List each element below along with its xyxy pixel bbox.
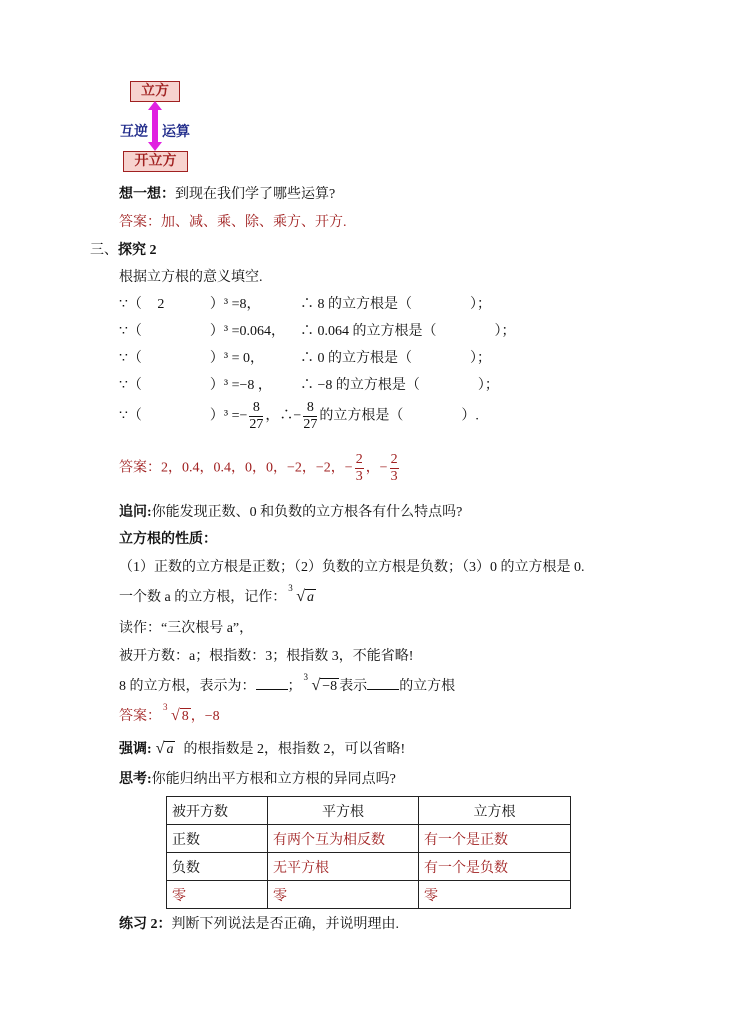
therefore-text: ，∴−: [265, 408, 302, 424]
section-number: 三、: [90, 243, 118, 258]
because-sign: ∵（: [119, 351, 142, 366]
double-arrow-icon: [148, 101, 162, 151]
fraction: [249, 400, 263, 433]
express-tail: 的立方根: [399, 679, 456, 694]
section-heading: [90, 239, 157, 259]
table-cell: 正数: [167, 825, 268, 853]
radicand: a: [166, 742, 174, 757]
cube-root-symbol: 3 √ 8: [163, 702, 189, 724]
exercise-text: 判断下列说法是否正确，并说明理由.: [171, 917, 399, 932]
cube-expr: ）³ =0.064，: [209, 324, 286, 339]
table-header: 被开方数: [167, 797, 268, 825]
cube-expr: ）³ =8，: [209, 297, 261, 312]
answer3-rest: ，−8: [190, 709, 220, 724]
express-after: 表示: [339, 679, 368, 694]
answer1-text: 加、减、乘、除、乘方、开方.: [161, 215, 347, 230]
cube-expr: ）³ = 0，: [209, 351, 265, 366]
property-text: （1）正数的立方根是正数；（2）负数的立方根是负数；（3）0 的立方根是 0.: [119, 560, 585, 575]
conclusion-row: [300, 347, 491, 367]
row-end: ）；: [477, 378, 499, 393]
table-cell: 零: [167, 881, 268, 909]
section-title: 探究 2: [118, 243, 157, 258]
table-cell: 有两个互为相反数: [268, 825, 419, 853]
table-cell: 无平方根: [268, 853, 419, 881]
reading-text: 读作：“三次根号 a”，: [119, 621, 254, 636]
answer3-label: 答案：: [119, 709, 161, 724]
table-cell: 有一个是负数: [419, 853, 571, 881]
property-title: 立方根的性质：: [119, 532, 217, 547]
emphasis-label: 强调:: [119, 742, 152, 757]
operation-label: 运算: [162, 125, 190, 140]
exercise-line: [119, 913, 399, 933]
notation-text: 一个数 a 的立方根，记作：: [119, 590, 287, 605]
therefore-text: ∴ 8 的立方根是（: [300, 297, 412, 312]
conclusion-row: [300, 293, 491, 313]
root-index: 3: [303, 672, 308, 682]
table-row: [167, 881, 571, 909]
fraction-numerator: 2: [355, 452, 363, 467]
answer-blank: [256, 677, 288, 690]
fraction-denominator: 3: [355, 469, 363, 484]
fraction-numerator: 8: [303, 400, 317, 417]
think-line: [119, 183, 335, 203]
express-line: [119, 672, 456, 695]
because-sign: ∵（: [119, 408, 142, 424]
conclusion-row: [300, 320, 516, 340]
root-index: 3: [288, 583, 293, 593]
intro-text: 根据立方根的意义填空.: [119, 270, 263, 285]
because-sign: ∵（: [119, 297, 142, 312]
because-sign: ∵（: [119, 324, 142, 339]
answer1-label: 答案：: [119, 215, 161, 230]
cube-box: 立方: [130, 81, 180, 102]
exercise-label: 练习 2：: [119, 917, 172, 932]
radicand: 8: [181, 709, 189, 724]
fraction-numerator: 8: [249, 400, 263, 417]
followup-line: [119, 501, 462, 521]
radicand: −8: [322, 679, 338, 694]
cube-root-box: 开立方: [123, 151, 188, 172]
cube-expr: ）³ =−8 ，: [209, 378, 272, 393]
table-row: [167, 825, 571, 853]
fraction-denominator: 27: [249, 417, 264, 432]
conclusion-row: [300, 374, 499, 394]
followup-label: 追问:: [119, 505, 152, 520]
table-header: 立方根: [419, 797, 571, 825]
express-mid: ；: [287, 679, 302, 694]
fraction: [390, 452, 399, 485]
table-cell: 有一个是正数: [419, 825, 571, 853]
table-cell: 负数: [167, 853, 268, 881]
row-end: ）.: [461, 408, 479, 424]
table-row: [167, 853, 571, 881]
consider-label: 思考:: [119, 772, 152, 787]
fill-row: [119, 374, 272, 394]
parts-text: 被开方数：a；根指数：3；根指数 3，不能省略!: [119, 649, 414, 664]
table-header: 平方根: [268, 797, 419, 825]
therefore-text: ∴ −8 的立方根是（: [300, 378, 420, 393]
comparison-table: [166, 796, 571, 909]
express-before: 8 的立方根，表示为：: [119, 679, 256, 694]
answer2-label: 答案：: [119, 460, 161, 476]
fill-row: [119, 347, 264, 367]
fraction-numerator: 2: [390, 452, 398, 467]
table-cell: 零: [268, 881, 419, 909]
row-end: ）；: [470, 297, 491, 312]
cube-expr: ）³ =−: [209, 408, 248, 424]
therefore-text: ∴ 0 的立方根是（: [300, 351, 412, 366]
fill-value: 2: [157, 297, 165, 312]
answer3-line: [119, 702, 220, 725]
fill-row: [119, 293, 261, 313]
fraction-denominator: 3: [390, 469, 398, 484]
followup-text: 你能发现正数、0 和负数的立方根各有什么特点吗?: [151, 505, 463, 520]
fraction-denominator: 27: [303, 417, 318, 432]
emphasis-text: 的根指数是 2，根指数 2，可以省略!: [183, 742, 406, 757]
suffix-text: 的立方根是（: [319, 408, 404, 424]
answer-blank: [367, 677, 399, 690]
notation-line: [119, 583, 316, 606]
fill-row: [119, 320, 285, 340]
fraction: [303, 400, 317, 433]
fraction-row: [119, 400, 479, 433]
root-index: 3: [163, 702, 168, 712]
cube-root-symbol: 3 √ a: [288, 583, 314, 605]
think-label: 想一想：: [119, 187, 175, 202]
think-text: 到现在我们学了哪些运算?: [175, 187, 336, 202]
answer1-line: [119, 211, 347, 231]
inverse-label: 互逆: [120, 125, 148, 140]
row-end: ）；: [470, 351, 491, 366]
square-root-symbol: √ a: [155, 740, 174, 757]
because-sign: ∵（: [119, 378, 142, 393]
table-cell: 零: [419, 881, 571, 909]
answer2-separator: ，−: [365, 460, 388, 476]
cube-root-symbol: 3 √ −8: [303, 672, 338, 694]
row-end: ）；: [494, 324, 516, 339]
answer2-values: 2，0.4，0.4，0，0，−2，−2，−: [161, 460, 353, 476]
therefore-text: ∴ 0.064 的立方根是（: [300, 324, 437, 339]
table-header-row: [167, 797, 571, 825]
consider-text: 你能归纳出平方根和立方根的异同点吗?: [151, 772, 396, 787]
consider-line: [119, 768, 396, 788]
radicand: a: [307, 590, 314, 605]
answer2-line: [119, 452, 401, 485]
emphasis-line: [119, 738, 405, 758]
fraction: [355, 452, 364, 485]
